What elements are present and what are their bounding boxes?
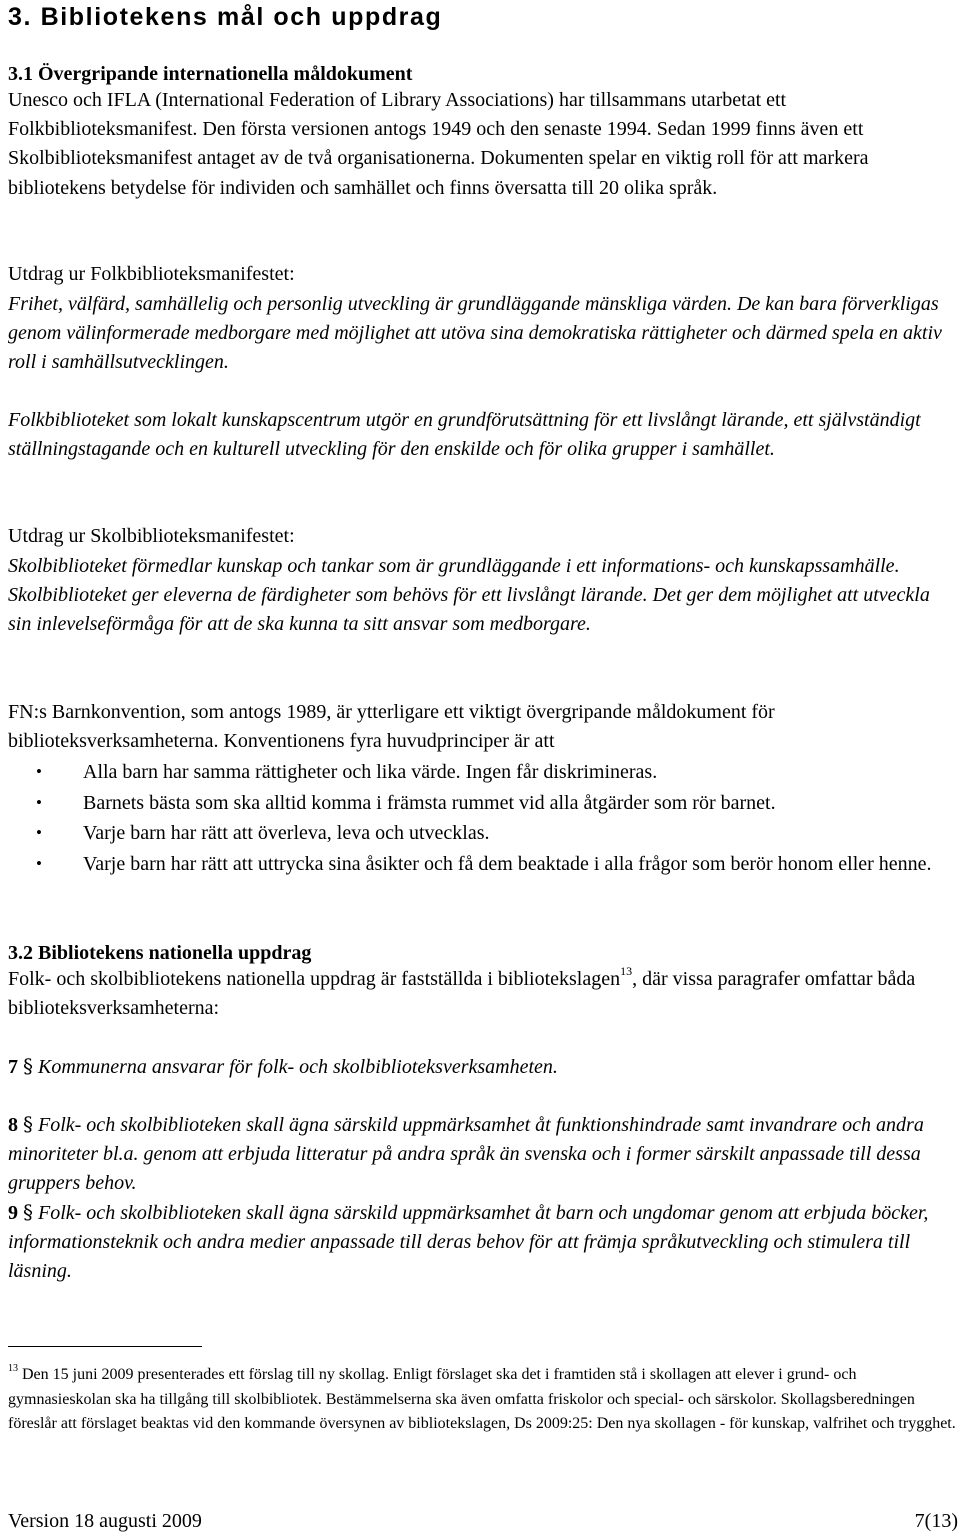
- folk-manifest-label: Utdrag ur Folkbiblioteksmanifestet:: [8, 263, 295, 285]
- law-paragraph-9: [8, 1198, 952, 1287]
- child-convention-paragraph: FN:s Barnkonvention, som antogs 1989, är ytterligare ett viktigt övergripande måldokument för biblioteksverksamheterna. Konventionens fyra huvudprinciper är att: [8, 701, 775, 753]
- bullet-icon: •: [36, 823, 42, 842]
- law-number: 9: [8, 1202, 18, 1224]
- law-paragraph-7: [8, 1052, 952, 1082]
- list-item-text: Barnets bästa som ska alltid komma i främsta rummet vid alla åtgärder som rör barnet.: [83, 791, 776, 814]
- folk-manifest-quote-2: Folkbiblioteket som lokalt kunskapscentrum utgör en grundförutsättning för ett livslångt lärande, ett självständigt ställningstagande och en kulturell utveckling för den enskilde och för olika grupper i samhället.: [8, 409, 921, 461]
- law-number: 7: [8, 1056, 18, 1078]
- list-item: [8, 818, 952, 849]
- national-mission-text-cont: , där vissa paragrafer omfattar båda biblioteksverksamheterna:: [8, 968, 916, 1020]
- footnote: [8, 1363, 958, 1437]
- law-text: Folk- och skolbiblioteken skall ägna särskild uppmärksamhet åt barn och ungdomar genom att erbjuda böcker, informationsteknik och andra medier anpassade till deras behov för att främja språkutveckling och stimulera till läsning.: [8, 1202, 929, 1283]
- paragraph-sign-icon: §: [23, 1112, 33, 1136]
- page-title: 3. Bibliotekens mål och uppdrag: [8, 3, 443, 31]
- folk-manifest-quote-1: Frihet, välfärd, samhällelig och personlig utveckling är grundläggande mänskliga värden. De kan bara förverkligas genom välinformerade medborgare med möjlighet att utöva sina demokratiska rättigheter och därmed spela en aktiv roll i samhällsutvecklingen.: [8, 293, 942, 374]
- list-item: [8, 849, 952, 880]
- school-manifest-quote: Skolbiblioteket förmedlar kunskap och tankar som är grundläggande i ett informations- och kunskapssamhälle. Skolbiblioteket ger eleverna de färdigheter som behövs för ett livslångt lärande. Det ger dem möjlighet att utveckla sin inlevelseförmåga för att de ska kunna ta sitt ansvar som medborgare.: [8, 555, 930, 636]
- bullet-icon: •: [36, 792, 42, 812]
- section-heading-3-1: 3.1 Övergripande internationella måldokument: [8, 63, 413, 85]
- footer-version: Version 18 augusti 2009: [8, 1510, 202, 1532]
- intro-paragraph: Unesco och IFLA (International Federation of Library Associations) har tillsammans utarbetat ett Folkbiblioteksmanifest. Den första versionen antogs 1949 och den senaste 1994. Sedan 1999 finns även ett Skolbiblioteksmanifest antaget av de två organisationerna. Dokumenten spelar en viktig roll för att markera bibliotekens betydelse för individen och samhället och finns översatta till 20 olika språk.: [8, 89, 869, 199]
- list-item: [8, 788, 952, 819]
- footnote-text: Den 15 juni 2009 presenterades ett förslag till ny skollag. Enligt förslaget ska det i framtiden stå i skollagen att elever i grund- och gymnasieskolan ska ha tillgång till skolbibliotek. Bestämmelserna ska även omfatta friskolor och special- och särskolor. Skollagsberedningen föreslår att förslaget beaktas vid den kommande översynen av bibliotekslagen, Ds 2009:25: Den nya skollagen - för kunskap, valfrihet och trygghet.: [8, 1366, 956, 1432]
- list-item: [8, 757, 952, 788]
- list-item-text: Alla barn har samma rättigheter och lika värde. Ingen får diskrimineras.: [83, 761, 658, 783]
- paragraph-sign-icon: §: [23, 1054, 33, 1078]
- law-number: 8: [8, 1114, 18, 1136]
- principles-list: [8, 757, 952, 879]
- footnote-reference[interactable]: 13: [620, 964, 633, 978]
- bullet-icon: •: [36, 853, 42, 873]
- national-mission-text: Folk- och skolbibliotekens nationella uppdrag är fastställda i bibliotekslagen: [8, 968, 621, 990]
- law-paragraph-8: [8, 1110, 952, 1199]
- bullet-icon: •: [36, 762, 42, 781]
- law-text: Folk- och skolbiblioteken skall ägna särskild uppmärksamhet åt funktionshindrade samt invandrare och andra minoriteter bl.a. genom att erbjuda litteratur på andra språk än svenska och i former särskilt anpassade till dessa gruppers behov.: [8, 1114, 924, 1195]
- footer-page-number: 7(13): [914, 1510, 958, 1532]
- section-heading-3-2: 3.2 Bibliotekens nationella uppdrag: [8, 942, 312, 964]
- list-item-text: Varje barn har rätt att överleva, leva och utvecklas.: [83, 822, 490, 844]
- list-item-text: Varje barn har rätt att uttrycka sina åsikter och få dem beaktade i alla frågor som berör honom eller henne.: [83, 852, 932, 875]
- footnote-divider: [8, 1346, 202, 1347]
- paragraph-sign-icon: §: [23, 1200, 33, 1224]
- school-manifest-label: Utdrag ur Skolbiblioteksmanifestet:: [8, 525, 295, 547]
- law-text: Kommunerna ansvarar för folk- och skolbiblioteksverksamheten.: [38, 1056, 558, 1078]
- footnote-number: 13: [8, 1363, 18, 1374]
- national-mission-paragraph: [8, 965, 952, 1023]
